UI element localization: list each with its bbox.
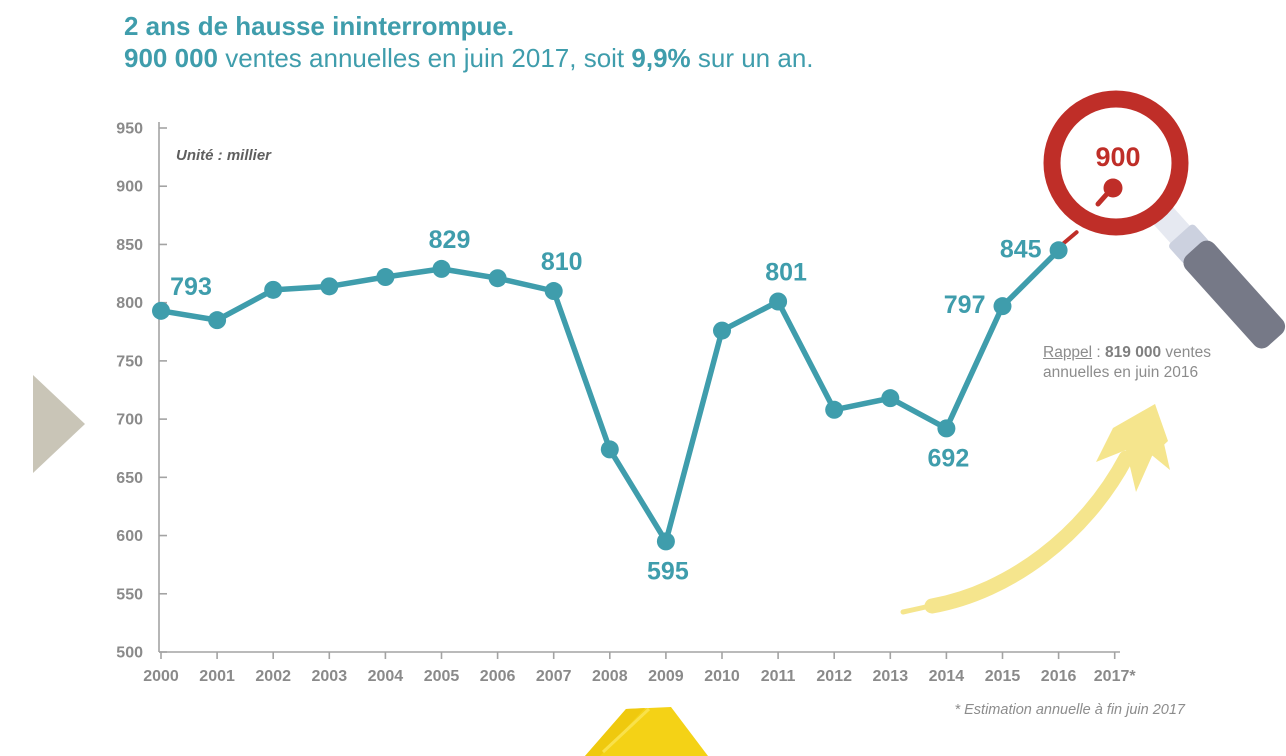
svg-text:2009: 2009 bbox=[648, 668, 684, 685]
title-value-99pct: 9,9% bbox=[631, 43, 691, 73]
left-arrow-decoration bbox=[33, 375, 85, 473]
svg-text:692: 692 bbox=[927, 444, 970, 473]
svg-text:801: 801 bbox=[765, 258, 807, 287]
svg-text:2005: 2005 bbox=[423, 668, 460, 685]
svg-text:2006: 2006 bbox=[479, 668, 516, 685]
svg-text:2000: 2000 bbox=[143, 668, 179, 685]
svg-text:2016: 2016 bbox=[1040, 668, 1077, 685]
svg-text:2012: 2012 bbox=[816, 668, 852, 685]
line-chart bbox=[116, 121, 1136, 686]
chart-title-line1: 2 ans de hausse ininterrompue. bbox=[124, 11, 515, 41]
svg-text:750: 750 bbox=[116, 353, 143, 371]
rappel-separator: : bbox=[1092, 344, 1106, 361]
svg-text:550: 550 bbox=[116, 586, 143, 604]
rappel-rest: ventes annuelles en juin 2016 bbox=[1043, 344, 1212, 381]
svg-text:500: 500 bbox=[116, 644, 143, 662]
svg-text:2017*: 2017* bbox=[1093, 668, 1136, 685]
magnifier-handle bbox=[1146, 199, 1286, 352]
chart-title-line2 bbox=[124, 42, 814, 74]
magnifier-icon bbox=[1052, 99, 1286, 353]
rappel-label: Rappel bbox=[1043, 344, 1093, 361]
magnifier-value: 900 bbox=[1095, 142, 1141, 172]
svg-text:793: 793 bbox=[170, 272, 212, 301]
svg-text:829: 829 bbox=[428, 225, 471, 254]
estimation-footnote: * Estimation annuelle à fin juin 2017 bbox=[954, 702, 1185, 718]
svg-text:2010: 2010 bbox=[704, 668, 740, 685]
svg-text:800: 800 bbox=[116, 295, 143, 313]
svg-text:Unité : millier: Unité : millier bbox=[176, 147, 272, 164]
svg-text:2004: 2004 bbox=[367, 668, 404, 685]
svg-text:2002: 2002 bbox=[255, 668, 291, 685]
svg-text:2003: 2003 bbox=[311, 668, 348, 685]
title-value-900000: 900 000 bbox=[124, 43, 218, 73]
svg-text:2013: 2013 bbox=[872, 668, 909, 685]
title-end-text: sur un an. bbox=[690, 43, 814, 73]
svg-text:600: 600 bbox=[116, 528, 143, 546]
svg-text:2015: 2015 bbox=[984, 668, 1021, 685]
svg-text:2011: 2011 bbox=[760, 668, 796, 685]
svg-text:595: 595 bbox=[647, 557, 689, 586]
svg-text:797: 797 bbox=[943, 291, 986, 320]
svg-text:700: 700 bbox=[116, 411, 143, 429]
svg-text:650: 650 bbox=[116, 469, 143, 487]
svg-text:2014: 2014 bbox=[928, 668, 965, 685]
svg-text:950: 950 bbox=[116, 120, 143, 138]
svg-text:2008: 2008 bbox=[592, 668, 628, 685]
svg-text:900: 900 bbox=[116, 178, 143, 196]
svg-text:2007: 2007 bbox=[535, 668, 572, 685]
bottom-yellow-decoration bbox=[585, 707, 708, 756]
rappel-note bbox=[1043, 343, 1268, 383]
rappel-value: 819 000 bbox=[1105, 344, 1162, 361]
title-mid-text: ventes annuelles en juin 2017, soit bbox=[217, 43, 632, 73]
svg-text:810: 810 bbox=[540, 248, 583, 277]
svg-text:850: 850 bbox=[116, 236, 143, 254]
chart-title bbox=[124, 10, 814, 74]
svg-text:2001: 2001 bbox=[199, 668, 235, 685]
svg-text:845: 845 bbox=[999, 235, 1042, 264]
